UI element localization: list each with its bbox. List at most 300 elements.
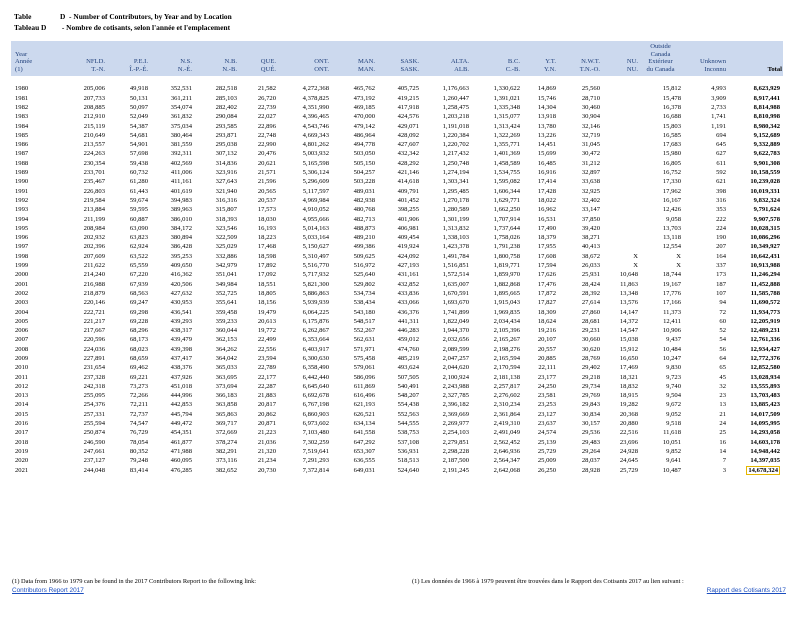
value-cell [277,131,330,140]
cell-text: 17,683 [662,141,681,149]
table-row [11,140,783,149]
value-cell [470,400,521,409]
value-cell [639,131,682,140]
value-cell [58,122,106,131]
cell-text: 7,291,293 [302,457,329,465]
cell-text: 538,753 [397,429,419,437]
total-cell [727,410,783,419]
value-cell [149,131,193,140]
value-cell [639,382,682,391]
cell-text: 49,918 [129,85,148,93]
value-cell [149,298,193,307]
cell-text: 421,146 [397,169,419,177]
value-cell [682,466,727,475]
value-cell [238,456,277,465]
value-cell [420,438,470,447]
value-cell [106,215,149,224]
cell-text: 4,396,465 [302,113,329,121]
cell-text: 235,467 [83,178,105,186]
value-cell [601,354,639,363]
value-cell [277,428,330,437]
total-cell [727,438,783,447]
column-header [238,41,277,76]
value-cell [330,242,376,251]
value-cell [106,345,149,354]
value-cell [238,345,277,354]
cell-text: 22,027 [257,113,276,121]
cell-text: 429,071 [397,122,419,130]
value-cell [601,298,639,307]
value-cell [470,335,521,344]
cell-text: 14,603,178 [750,438,780,446]
column-header-line: N.B. [224,58,237,66]
cell-text: 627 [716,150,726,158]
value-cell [521,438,557,447]
value-cell [149,242,193,251]
value-cell [470,140,521,149]
value-cell [420,410,470,419]
value-cell [420,149,470,158]
contributors-report-link[interactable]: Contributors Report 2017 [12,587,84,594]
cell-text: 29,536 [581,429,600,437]
value-cell [470,419,521,428]
cell-text: 13,555,893 [750,382,780,390]
value-cell [376,419,420,428]
value-cell [106,261,149,270]
value-cell [149,373,193,382]
cell-text: 6,442,440 [302,373,329,381]
value-cell [238,363,277,372]
cell-text: 381,559 [170,141,192,149]
value-cell [277,242,330,251]
cell-text: 562,631 [353,336,375,344]
value-cell [330,215,376,224]
cell-text: 21,596 [257,178,276,186]
value-cell [193,168,238,177]
cell-text: 17,092 [257,271,276,279]
value-cell [682,456,727,465]
cell-text: 1,572,514 [442,271,469,279]
cell-text: 6,262,867 [302,327,329,335]
cell-text: 1,915,043 [493,299,520,307]
value-cell [277,84,330,93]
cell-text: 17,776 [662,289,681,297]
cell-text: 63,090 [129,224,148,232]
value-cell [58,252,106,261]
value-cell [557,363,601,372]
cell-text: 28,681 [581,317,600,325]
cell-text: 54,681 [129,131,148,139]
cell-text: 1985 [15,131,29,139]
value-cell [557,149,601,158]
cell-text: 392,311 [170,150,192,158]
column-header [376,41,420,76]
column-header-line: NFLD. [86,58,105,66]
value-cell [238,289,277,298]
cell-text: 13,348 [619,289,638,297]
year-cell [11,466,58,475]
cell-text: 56 [719,345,726,353]
value-cell [376,354,420,363]
value-cell [238,410,277,419]
cell-text: 349,984 [215,280,237,288]
value-cell [149,428,193,437]
cell-text: 480,768 [353,206,375,214]
year-cell [11,252,58,261]
value-cell [521,215,557,224]
value-cell [521,94,557,103]
value-cell [238,428,277,437]
value-cell [106,187,149,196]
cell-text: 68,296 [129,327,148,335]
cell-text: 15,699 [537,150,556,158]
value-cell [106,363,149,372]
value-cell [682,94,727,103]
cell-text: 52,049 [129,113,148,121]
value-cell [58,456,106,465]
cell-text: 2018 [15,438,29,446]
cell-text: 72 [719,308,726,316]
value-cell [420,196,470,205]
cell-text: 459,012 [397,336,419,344]
table-row [11,289,783,298]
table-row [11,317,783,326]
value-cell [557,187,601,196]
cell-text: 1,882,868 [493,280,520,288]
cell-text: 10,906 [662,327,681,335]
value-cell [521,159,557,168]
value-cell [238,382,277,391]
value-cell [470,122,521,131]
cell-text: 9,052 [666,410,681,418]
cell-text: 8,980,342 [753,122,780,130]
cell-text: 216,988 [83,280,105,288]
cell-text: 13,703,483 [750,392,780,400]
cell-text: 13,918 [537,113,556,121]
value-cell [193,289,238,298]
year-cell [11,382,58,391]
cell-text: 2,243,988 [442,382,469,390]
value-cell [420,168,470,177]
cell-text: 2,198,276 [493,345,520,353]
cell-text: 327,643 [215,178,237,186]
cell-text: 4,351,990 [302,103,329,111]
value-cell [376,242,420,251]
cell-text: 325,029 [215,243,237,251]
value-cell [601,131,639,140]
rapport-cotisants-link[interactable]: Rapport des Cotisants 2017 [706,587,786,594]
french-title-text: - Nombre de cotisants, selon l'année et l'emplacement [61,23,231,32]
value-cell [238,233,277,242]
cell-text: 250,874 [83,429,105,437]
value-cell [238,103,277,112]
cell-text: 19,282 [619,401,638,409]
cell-text: 17,414 [537,178,556,186]
cell-text: 20,368 [619,410,638,418]
cell-text: 23,594 [257,354,276,362]
cell-text: 19,479 [257,308,276,316]
cell-text: 369,717 [215,420,237,428]
column-header-line: NU. [626,58,638,66]
value-cell [682,103,727,112]
cell-text: 503,228 [353,178,375,186]
column-header [601,41,639,76]
cell-text: 2,396,182 [442,401,469,409]
cell-text: 516,972 [353,262,375,270]
table-row [11,261,783,270]
cell-text: 5,014,163 [302,224,329,232]
cell-text: 5,717,932 [302,271,329,279]
cell-text: 8,623,929 [753,85,780,93]
value-cell [277,94,330,103]
cell-text: 14,397,035 [750,457,780,465]
value-cell [330,410,376,419]
cell-text: 23 [719,392,726,400]
cell-text: 11,373 [663,308,681,316]
value-cell [470,84,521,93]
value-cell [601,196,639,205]
cell-text: 428,092 [397,131,419,139]
cell-text: 411,006 [170,169,192,177]
cell-text: 25 [719,429,726,437]
value-cell [376,252,420,261]
cell-text: 9,907,578 [753,215,780,223]
value-cell [639,456,682,465]
value-cell [601,382,639,391]
value-cell [193,122,238,131]
value-cell [639,112,682,121]
cell-text: 213,884 [83,206,105,214]
cell-text: 295,038 [215,141,237,149]
total-cell [727,168,783,177]
value-cell [682,187,727,196]
total-cell [727,317,783,326]
cell-text: 50,097 [129,103,148,111]
table-row [11,456,783,465]
value-cell [238,94,277,103]
cell-text: 10,913,988 [750,262,780,270]
cell-text: 23,127 [537,410,556,418]
cell-text: 242,318 [83,382,105,390]
value-cell [601,308,639,317]
value-cell [521,456,557,465]
cell-text: 12,426 [662,206,681,214]
value-cell [277,205,330,214]
cell-text: 22,739 [257,103,276,111]
value-cell [420,382,470,391]
cell-text: 611,869 [353,382,375,390]
year-cell [11,447,58,456]
value-cell [238,159,277,168]
cell-text: 634,134 [353,420,375,428]
table-row [11,391,783,400]
cell-text: 282,518 [215,85,237,93]
value-cell [470,94,521,103]
cell-text: 18,022 [537,196,556,204]
value-cell [149,456,193,465]
value-cell [58,308,106,317]
cell-text: 68,023 [129,345,148,353]
cell-text: 2,165,267 [493,336,520,344]
column-header-line: NU. [626,65,638,73]
value-cell [238,400,277,409]
cell-text: 352,531 [170,85,192,93]
cell-text: 2003 [15,299,29,307]
year-cell [11,242,58,251]
value-cell [330,94,376,103]
value-cell [238,177,277,186]
cell-text: 626,521 [353,410,375,418]
cell-text: 529,802 [353,280,375,288]
value-cell [193,419,238,428]
value-cell [557,298,601,307]
cell-text: 427,607 [397,141,419,149]
value-cell [330,298,376,307]
cell-text: 7,519,641 [302,447,329,455]
cell-text: 1,270,178 [442,196,469,204]
cell-text: 72,266 [129,392,148,400]
cell-text: 359,233 [215,317,237,325]
cell-text: 23,177 [537,373,556,381]
value-cell [601,242,639,251]
value-cell [376,335,420,344]
cell-text: 30,620 [581,345,600,353]
value-cell [601,447,639,456]
cell-text: 6,860,903 [302,410,329,418]
cell-text: 16,485 [537,159,556,167]
value-cell [193,363,238,372]
value-cell [639,261,682,270]
cell-text: 2013 [15,392,29,400]
cell-text: 17,594 [537,262,556,270]
table-row [11,428,783,437]
table-row [11,187,783,196]
cell-text: 190 [716,234,726,242]
value-cell [106,233,149,242]
cell-text: 438,317 [170,327,192,335]
cell-text: 1,274,194 [442,169,469,177]
value-cell [601,400,639,409]
value-cell [106,131,149,140]
cell-text: 59,674 [129,196,148,204]
cell-text: 247,661 [83,447,105,455]
cell-text: 1,800,758 [493,252,520,260]
value-cell [639,438,682,447]
total-cell [727,289,783,298]
value-cell [149,224,193,233]
cell-text: 15,812 [662,85,681,93]
cell-text: 29,231 [581,327,600,335]
value-cell [639,373,682,382]
column-header-line: SASK. [400,65,419,73]
value-cell [470,298,521,307]
cell-text: 22,516 [619,429,638,437]
total-cell [727,419,783,428]
cell-text: 2,269,977 [442,420,469,428]
value-cell [330,224,376,233]
cell-text: 552,267 [353,327,375,335]
cell-text: 9,740 [666,382,681,390]
value-cell [149,94,193,103]
cell-text: 6,403,917 [302,345,329,353]
cell-text: 20,730 [257,466,276,474]
table-row [11,410,783,419]
cell-text: 2,564,347 [493,457,520,465]
year-cell [11,261,58,270]
column-header [58,41,106,76]
cell-text: 29,843 [581,401,600,409]
cell-text: 5,939,939 [302,299,329,307]
column-header-line: C.-B. [505,65,520,73]
value-cell [601,270,639,279]
table-row [11,466,783,475]
cell-text: 1989 [15,169,29,177]
cell-text: 409,650 [170,262,192,270]
value-cell [557,280,601,289]
value-cell [106,84,149,93]
value-cell [470,456,521,465]
value-cell [639,410,682,419]
value-cell [420,159,470,168]
column-header-line: B.C. [507,58,520,66]
year-cell [11,94,58,103]
total-cell [727,196,783,205]
cell-text: 6,358,490 [302,364,329,372]
cell-text: 433,836 [397,289,419,297]
value-cell [376,224,420,233]
year-cell [11,168,58,177]
value-cell [149,410,193,419]
cell-text: 428,292 [397,159,419,167]
value-cell [682,252,727,261]
cell-text: 20,107 [537,336,556,344]
cell-text: 18,223 [257,234,276,242]
value-cell [238,168,277,177]
value-cell [106,373,149,382]
cell-text: 361,211 [170,94,192,102]
total-cell [727,428,783,437]
column-header-line: ALB. [454,65,469,73]
value-cell [330,438,376,447]
value-cell [420,456,470,465]
cell-text: 592 [716,169,726,177]
cell-text: 45 [719,373,726,381]
cell-text: 17,626 [537,271,556,279]
cell-text: 282,402 [215,103,237,111]
value-cell [521,205,557,214]
cell-text: 351,041 [215,271,237,279]
cell-text: 210,649 [83,131,105,139]
cell-text: 380,464 [170,131,192,139]
cell-text: 24,645 [619,457,638,465]
cell-text: 1,303,341 [442,178,469,186]
value-cell [376,289,420,298]
cell-text: 2,642,068 [493,466,520,474]
value-cell [557,177,601,186]
value-cell [470,168,521,177]
cell-text: 432,342 [397,150,419,158]
value-cell [601,391,639,400]
cell-text: 1,355,771 [493,141,520,149]
value-cell [330,373,376,382]
total-cell [727,280,783,289]
cell-text: 22,789 [257,364,276,372]
value-cell [420,373,470,382]
cell-text: 554,438 [397,401,419,409]
cell-text: 1,791,238 [493,243,520,251]
value-cell [639,103,682,112]
cell-text: 2,170,594 [493,364,520,372]
